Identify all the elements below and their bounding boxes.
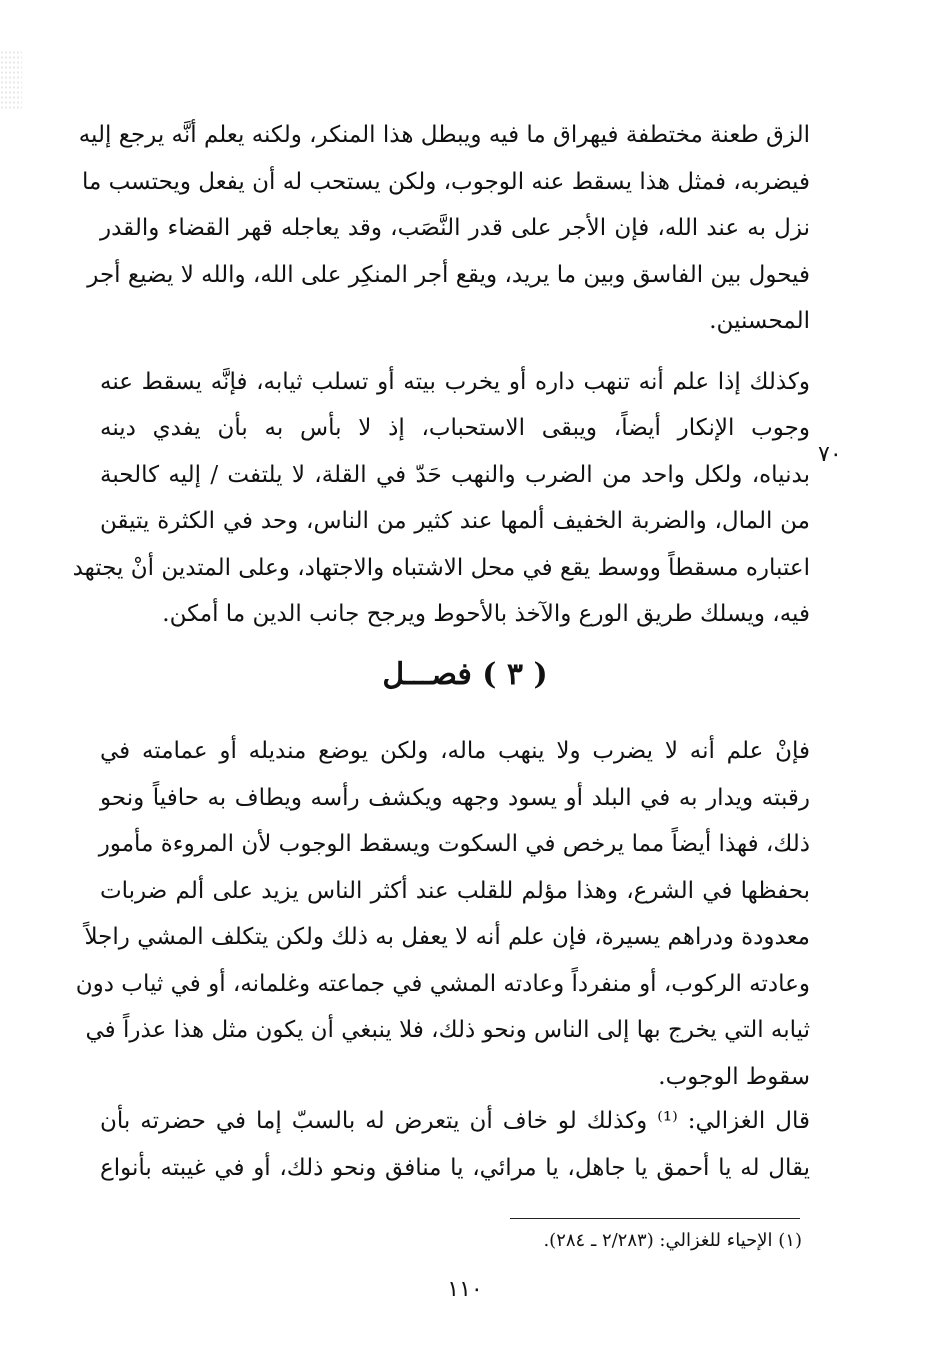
text-line: سقوط الوجوب. [658, 1063, 810, 1090]
text-line: معدودة ودراهم يسيرة، فإن علم أنه لا يعفل به ذلك ولكن يتكلف المشي راجلاً [84, 924, 810, 950]
margin-page-reference: ٧٠ [818, 442, 842, 467]
text-line: بحفظها في الشرع، وهذا مؤلم للقلب عند أكثر الناس يزيد على ألم ضربات [100, 877, 810, 904]
paragraph-3 [75, 728, 810, 1100]
text-line: وجوب الإنكار أيضاً، ويبقى الاستحباب، إذ لا بأس به بأن يفدي دينه [100, 415, 810, 441]
text-line: فيحول بين الفاسق وبين ما يريد، ويقع أجر المنكِر على الله، والله لا يضيع أجر [87, 261, 810, 288]
text-line: من المال، والضربة الخفيف ألمها عند كثير من الناس، وحد في الكثرة يتيقن [100, 508, 810, 534]
text-line: اعتباره مسقطاً ووسط يقع في محل الاشتباه والاجتهاد، وعلى المتدين أنْ يجتهد [72, 554, 810, 581]
paragraph-2 [72, 359, 810, 638]
text-line: بدنياه، ولكل واحد من الضرب والنهب حَدّ في القلة، لا يلتفت / إليه كالحبة [100, 461, 810, 488]
scan-artifact [0, 50, 22, 110]
text-line: فيضربه، فمثل هذا يسقط عنه الوجوب، ولكن يستحب له أن يفعل ويحتسب ما [81, 168, 810, 195]
paragraph-4 [100, 1098, 810, 1191]
text-line: الزق طعنة مختطفة فيهراق ما فيه ويبطل هذا المنكر، ولكنه يعلم أنَّه يرجع إليه [78, 122, 810, 148]
paragraph-1 [72, 112, 810, 638]
text-line: وكذلك إذا علم أنه تنهب داره أو يخرب بيته أو تسلب ثيابه، فإنَّه يسقط عنه [100, 368, 810, 395]
text-line: رقبته ويدار به في البلد أو يسود وجهه ويكشف رأسه ويطاف به حافياً ونحو [100, 784, 810, 811]
paragraph-1-lines [78, 112, 810, 345]
footnote-separator [510, 1218, 800, 1219]
text-line: المحسنين. [709, 308, 810, 334]
text-line: وعادته الركوب، أو منفرداً وعادته المشي في جماعته وغلمانه، أو في ثياب دون [75, 970, 810, 997]
text-line: ثيابه التي يخرج بها إلى الناس ونحو ذلك، فلا ينبغي أن يكون مثل هذا عذراً في [85, 1017, 810, 1043]
footnote: (١) الإحياء للغزالي: (٢/٢٨٣ ـ ٢٨٤). [543, 1230, 802, 1251]
text-line: فإنْ علم أنه لا يضرب ولا ينهب ماله، ولكن يوضع منديله أو عمامته في [100, 738, 810, 764]
text-line: فيه، ويسلك طريق الورع والآخذ بالأحوط ويرجح جانب الدين ما أمكن. [162, 601, 810, 627]
section-heading: ( ٣ ) فصـــل [382, 657, 548, 692]
text-line: يقال له يا أحمق يا جاهل، يا مرائي، يا منافق ونحو ذلك، أو في غيبته بأنواع [100, 1154, 810, 1181]
text-line: نزل به عند الله، فإن الأجر على قدر النَّصَب، وقد يعاجله قهر القضاء والقدر [100, 215, 810, 241]
page-number: ١١٠ [447, 1277, 483, 1302]
text-line: قال الغزالي: ⁽¹⁾ وكذلك لو خاف أن يتعرض له بالسبّ إما في حضرته بأن [100, 1108, 810, 1134]
text-line: ذلك، فهذا أيضاً مما يرخص في السكوت ويسقط الوجوب لأن المروءة مأمور [98, 831, 810, 857]
